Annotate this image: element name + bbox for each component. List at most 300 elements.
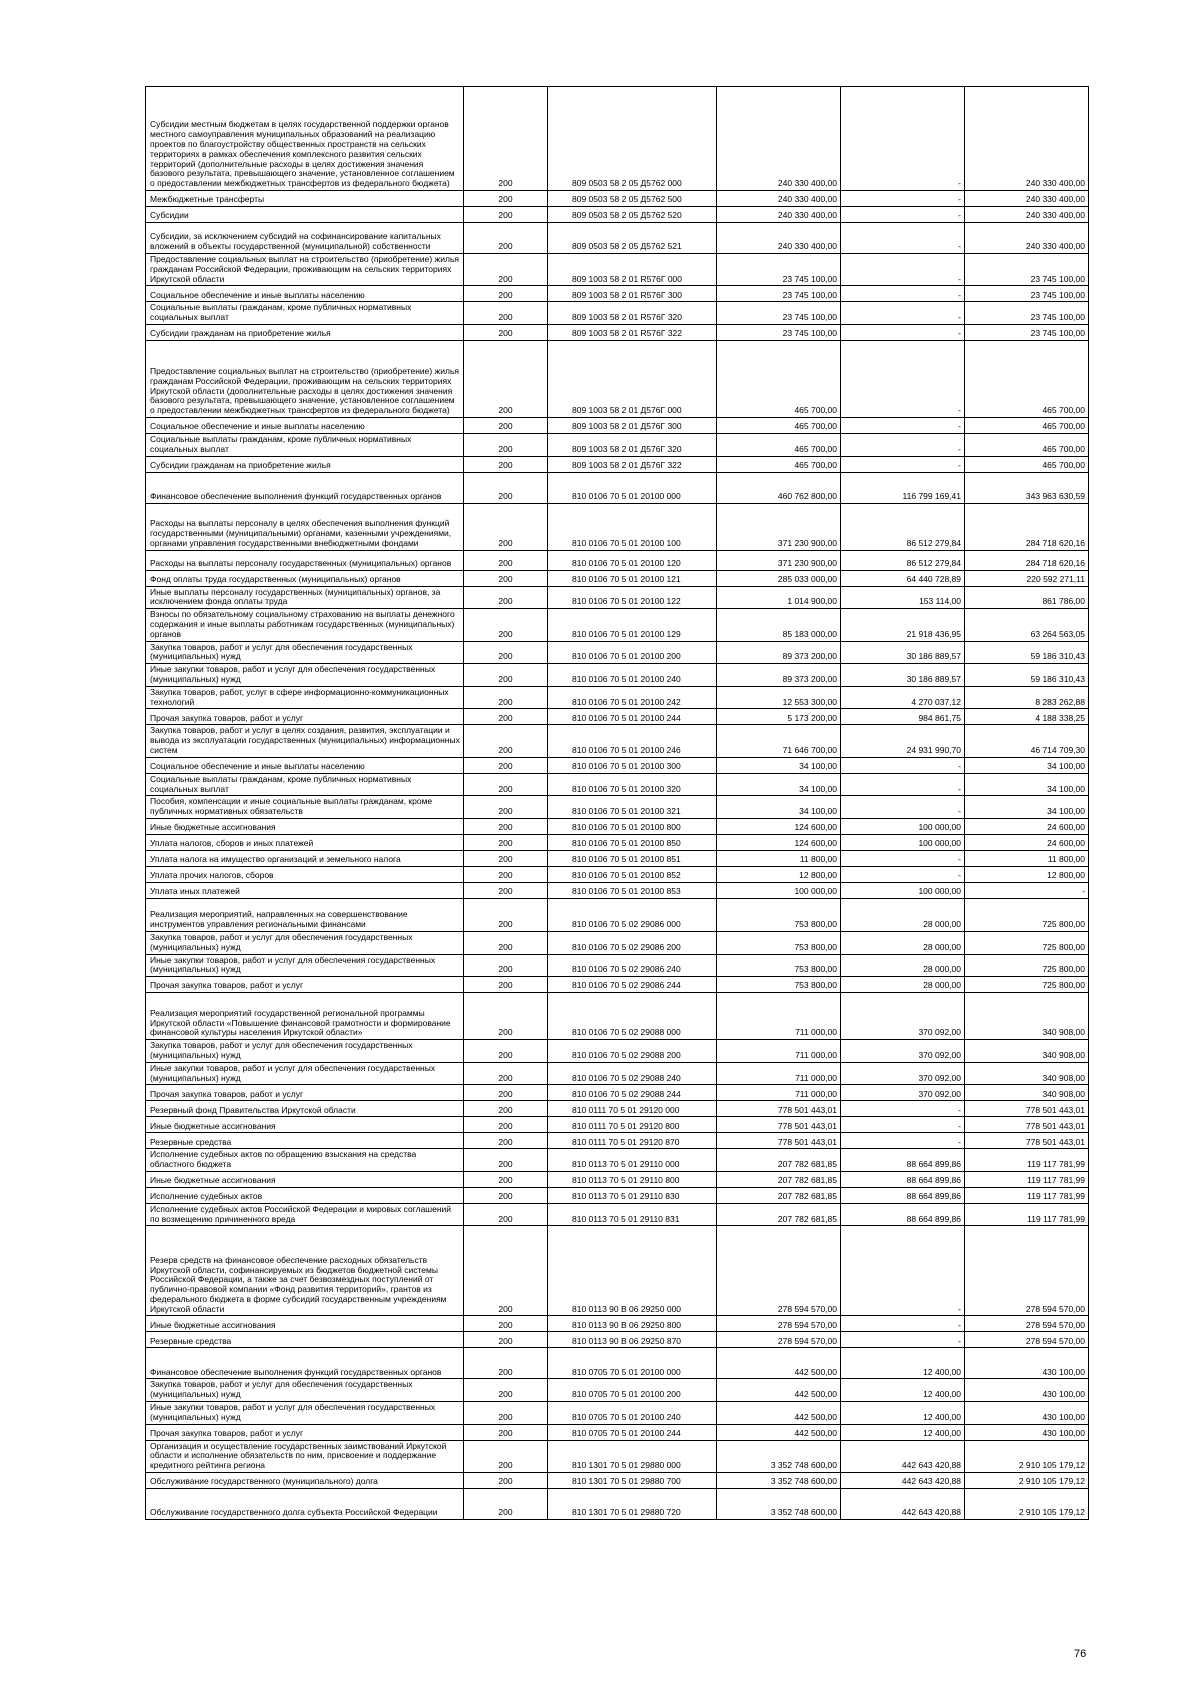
row-unexecuted-amount: 12 800,00 bbox=[965, 866, 1089, 882]
row-unexecuted-amount: 343 963 630,59 bbox=[965, 472, 1089, 503]
table-row bbox=[146, 456, 1089, 472]
row-status-code: 200 bbox=[464, 1171, 548, 1187]
row-approved-amount: 442 500,00 bbox=[717, 1379, 841, 1402]
row-budget-code: 810 0106 70 5 01 20100 200 bbox=[548, 641, 717, 664]
row-approved-amount: 12 800,00 bbox=[717, 866, 841, 882]
row-budget-code: 810 0113 70 5 01 29110 830 bbox=[548, 1187, 717, 1203]
row-status-code: 200 bbox=[464, 1424, 548, 1440]
row-unexecuted-amount: 430 100,00 bbox=[965, 1402, 1089, 1425]
row-name: Обслуживание государственного долга субъекта Российской Федерации bbox=[146, 1489, 464, 1520]
row-approved-amount: 465 700,00 bbox=[717, 417, 841, 433]
table-row bbox=[146, 1187, 1089, 1203]
row-executed-amount: 88 664 899,86 bbox=[841, 1149, 965, 1172]
table-row bbox=[146, 254, 1089, 286]
row-status-code: 200 bbox=[464, 586, 548, 609]
row-name: Закупка товаров, работ и услуг для обеспечения государственных (муниципальных) нужд bbox=[146, 1379, 464, 1402]
row-approved-amount: 711 000,00 bbox=[717, 1040, 841, 1063]
row-approved-amount: 778 501 443,01 bbox=[717, 1133, 841, 1149]
row-name: Иные закупки товаров, работ и услуг для обеспечения государственных (муниципальных) нужд bbox=[146, 954, 464, 977]
table-row bbox=[146, 340, 1089, 417]
row-budget-code: 810 0705 70 5 01 20100 200 bbox=[548, 1379, 717, 1402]
row-approved-amount: 1 014 900,00 bbox=[717, 586, 841, 609]
row-unexecuted-amount: 240 330 400,00 bbox=[965, 207, 1089, 223]
row-budget-code: 810 0111 70 5 01 29120 000 bbox=[548, 1101, 717, 1117]
row-approved-amount: 3 352 748 600,00 bbox=[717, 1473, 841, 1489]
row-approved-amount: 124 600,00 bbox=[717, 818, 841, 834]
row-approved-amount: 34 100,00 bbox=[717, 773, 841, 796]
table-row bbox=[146, 286, 1089, 302]
row-approved-amount: 5 173 200,00 bbox=[717, 709, 841, 725]
row-budget-code: 810 0106 70 5 02 29088 000 bbox=[548, 993, 717, 1040]
row-budget-code: 809 1003 58 2 01 Д576Г 300 bbox=[548, 417, 717, 433]
row-status-code: 200 bbox=[464, 87, 548, 191]
row-executed-amount: - bbox=[841, 207, 965, 223]
row-approved-amount: 371 230 900,00 bbox=[717, 503, 841, 550]
row-name: Уплата прочих налогов, сборов bbox=[146, 866, 464, 882]
row-unexecuted-amount: 430 100,00 bbox=[965, 1379, 1089, 1402]
row-budget-code: 809 1003 58 2 01 Д576Г 320 bbox=[548, 433, 717, 456]
row-approved-amount: 460 762 800,00 bbox=[717, 472, 841, 503]
row-approved-amount: 71 646 700,00 bbox=[717, 725, 841, 757]
row-approved-amount: 23 745 100,00 bbox=[717, 254, 841, 286]
row-name: Социальное обеспечение и иные выплаты населению bbox=[146, 286, 464, 302]
row-unexecuted-amount: 2 910 105 179,12 bbox=[965, 1473, 1089, 1489]
row-unexecuted-amount: 725 800,00 bbox=[965, 931, 1089, 954]
row-status-code: 200 bbox=[464, 1489, 548, 1520]
table-row bbox=[146, 503, 1089, 550]
row-executed-amount: - bbox=[841, 340, 965, 417]
table-row bbox=[146, 1424, 1089, 1440]
table-row bbox=[146, 977, 1089, 993]
row-name: Иные выплаты персоналу государственных (муниципальных) органов, за исключением фонда оплаты труда bbox=[146, 586, 464, 609]
row-unexecuted-amount: 23 745 100,00 bbox=[965, 254, 1089, 286]
row-status-code: 200 bbox=[464, 1440, 548, 1472]
row-executed-amount: - bbox=[841, 757, 965, 773]
row-budget-code: 809 1003 58 2 01 R576Г 300 bbox=[548, 286, 717, 302]
table-row bbox=[146, 1101, 1089, 1117]
row-approved-amount: 240 330 400,00 bbox=[717, 191, 841, 207]
row-status-code: 200 bbox=[464, 1133, 548, 1149]
row-name: Иные бюджетные ассигнования bbox=[146, 1316, 464, 1332]
row-name: Прочая закупка товаров, работ и услуг bbox=[146, 977, 464, 993]
row-approved-amount: 285 033 000,00 bbox=[717, 570, 841, 586]
row-name: Реализация мероприятий государственной региональной программы Иркутской области «Повышение финансовой грамотности и формирование финансовой культуры населения Иркутской области» bbox=[146, 993, 464, 1040]
row-executed-amount: - bbox=[841, 324, 965, 340]
row-executed-amount: 12 400,00 bbox=[841, 1379, 965, 1402]
table-row bbox=[146, 757, 1089, 773]
row-budget-code: 810 0106 70 5 02 29086 240 bbox=[548, 954, 717, 977]
row-approved-amount: 23 745 100,00 bbox=[717, 324, 841, 340]
table-row bbox=[146, 1332, 1089, 1348]
table-row bbox=[146, 1440, 1089, 1472]
row-approved-amount: 278 594 570,00 bbox=[717, 1332, 841, 1348]
row-status-code: 200 bbox=[464, 570, 548, 586]
row-unexecuted-amount: 778 501 443,01 bbox=[965, 1133, 1089, 1149]
row-budget-code: 810 1301 70 5 01 29880 720 bbox=[548, 1489, 717, 1520]
table-row bbox=[146, 570, 1089, 586]
row-unexecuted-amount: 220 592 271,11 bbox=[965, 570, 1089, 586]
row-status-code: 200 bbox=[464, 324, 548, 340]
row-budget-code: 810 0111 70 5 01 29120 870 bbox=[548, 1133, 717, 1149]
row-executed-amount: 28 000,00 bbox=[841, 931, 965, 954]
row-name: Закупка товаров, работ и услуг в целях создания, развития, эксплуатации и вывода из эксплуатации государственных (муниципальных) информационных систем bbox=[146, 725, 464, 757]
row-executed-amount: 370 092,00 bbox=[841, 1040, 965, 1063]
row-executed-amount: 12 400,00 bbox=[841, 1348, 965, 1379]
table-row bbox=[146, 1203, 1089, 1226]
row-unexecuted-amount: 340 908,00 bbox=[965, 1040, 1089, 1063]
row-status-code: 200 bbox=[464, 609, 548, 641]
row-status-code: 200 bbox=[464, 818, 548, 834]
row-unexecuted-amount: 46 714 709,30 bbox=[965, 725, 1089, 757]
row-name: Исполнение судебных актов Российской Федерации и мировых соглашений по возмещению причиненного вреда bbox=[146, 1203, 464, 1226]
row-name: Резерв средств на финансовое обеспечение расходных обязательств Иркутской области, софинансируемых из бюджетов бюджетной системы Российской Федерации, а также за счет безвозмездных поступлений от публично-правовой компании «Фонд развития территорий», грантов из федерального бюджета в форме субсидий государственным учреждениям Иркутской области bbox=[146, 1226, 464, 1316]
row-unexecuted-amount: 340 908,00 bbox=[965, 993, 1089, 1040]
row-executed-amount: - bbox=[841, 1101, 965, 1117]
row-name: Субсидии местным бюджетам в целях государственной поддержки органов местного самоуправления муниципальных образований на реализацию проектов по благоустройству общественных пространств на сельских территориях в рамках обеспечения комплексного развития сельских территорий (дополнительные расходы в целях достижения значения базового результата, превышающего значение, установленное соглашением о предоставлении межбюджетных трансфертов из федерального бюджета) bbox=[146, 87, 464, 191]
table-row bbox=[146, 1062, 1089, 1085]
row-name: Финансовое обеспечение выполнения функций государственных органов bbox=[146, 1348, 464, 1379]
row-status-code: 200 bbox=[464, 456, 548, 472]
row-approved-amount: 711 000,00 bbox=[717, 1062, 841, 1085]
row-status-code: 200 bbox=[464, 1226, 548, 1316]
row-executed-amount: - bbox=[841, 302, 965, 325]
row-approved-amount: 240 330 400,00 bbox=[717, 207, 841, 223]
row-approved-amount: 278 594 570,00 bbox=[717, 1316, 841, 1332]
row-unexecuted-amount: 24 600,00 bbox=[965, 818, 1089, 834]
row-status-code: 200 bbox=[464, 1117, 548, 1133]
row-approved-amount: 753 800,00 bbox=[717, 954, 841, 977]
page-number: 76 bbox=[1074, 1648, 1087, 1660]
row-status-code: 200 bbox=[464, 954, 548, 977]
row-approved-amount: 753 800,00 bbox=[717, 898, 841, 931]
row-executed-amount: 100 000,00 bbox=[841, 834, 965, 850]
row-approved-amount: 85 183 000,00 bbox=[717, 609, 841, 641]
row-budget-code: 810 0106 70 5 01 20100 851 bbox=[548, 850, 717, 866]
row-unexecuted-amount: 861 786,00 bbox=[965, 586, 1089, 609]
row-executed-amount: - bbox=[841, 866, 965, 882]
row-status-code: 200 bbox=[464, 1040, 548, 1063]
table-row bbox=[146, 472, 1089, 503]
table-row bbox=[146, 1348, 1089, 1379]
table-row bbox=[146, 898, 1089, 931]
row-executed-amount: - bbox=[841, 417, 965, 433]
row-name: Прочая закупка товаров, работ и услуг bbox=[146, 709, 464, 725]
row-budget-code: 810 0705 70 5 01 20100 000 bbox=[548, 1348, 717, 1379]
row-executed-amount: 86 512 279,84 bbox=[841, 503, 965, 550]
row-budget-code: 810 0106 70 5 01 20100 800 bbox=[548, 818, 717, 834]
row-approved-amount: 240 330 400,00 bbox=[717, 223, 841, 254]
row-status-code: 200 bbox=[464, 1402, 548, 1425]
row-status-code: 200 bbox=[464, 725, 548, 757]
row-executed-amount: - bbox=[841, 87, 965, 191]
row-budget-code: 810 0113 90 В 06 29250 800 bbox=[548, 1316, 717, 1332]
row-name: Резервный фонд Правительства Иркутской области bbox=[146, 1101, 464, 1117]
row-name: Уплата налога на имущество организаций и земельного налога bbox=[146, 850, 464, 866]
row-executed-amount: 442 643 420,88 bbox=[841, 1440, 965, 1472]
table-row bbox=[146, 993, 1089, 1040]
row-budget-code: 810 0106 70 5 01 20100 129 bbox=[548, 609, 717, 641]
row-status-code: 200 bbox=[464, 254, 548, 286]
row-budget-code: 810 1301 70 5 01 29880 700 bbox=[548, 1473, 717, 1489]
row-unexecuted-amount: 465 700,00 bbox=[965, 417, 1089, 433]
row-budget-code: 810 0113 70 5 01 29110 831 bbox=[548, 1203, 717, 1226]
row-executed-amount: 28 000,00 bbox=[841, 898, 965, 931]
row-executed-amount: 100 000,00 bbox=[841, 882, 965, 898]
row-executed-amount: - bbox=[841, 456, 965, 472]
row-executed-amount: - bbox=[841, 1316, 965, 1332]
row-status-code: 200 bbox=[464, 709, 548, 725]
row-status-code: 200 bbox=[464, 898, 548, 931]
row-name: Предоставление социальных выплат на строительство (приобретение) жилья гражданам Российской Федерации, проживающим на сельских территориях Иркутской области bbox=[146, 254, 464, 286]
row-unexecuted-amount: 725 800,00 bbox=[965, 954, 1089, 977]
table-row bbox=[146, 191, 1089, 207]
row-approved-amount: 711 000,00 bbox=[717, 1085, 841, 1101]
row-budget-code: 810 0106 70 5 02 29086 000 bbox=[548, 898, 717, 931]
row-status-code: 200 bbox=[464, 223, 548, 254]
row-executed-amount: 984 861,75 bbox=[841, 709, 965, 725]
budget-table bbox=[145, 86, 1089, 1520]
row-executed-amount: 88 664 899,86 bbox=[841, 1203, 965, 1226]
row-budget-code: 809 1003 58 2 01 Д576Г 322 bbox=[548, 456, 717, 472]
row-executed-amount: 21 918 436,95 bbox=[841, 609, 965, 641]
row-budget-code: 810 0106 70 5 01 20100 000 bbox=[548, 472, 717, 503]
row-approved-amount: 11 800,00 bbox=[717, 850, 841, 866]
row-executed-amount: 30 186 889,57 bbox=[841, 641, 965, 664]
row-unexecuted-amount: 119 117 781,99 bbox=[965, 1187, 1089, 1203]
table-row bbox=[146, 931, 1089, 954]
table-row bbox=[146, 1473, 1089, 1489]
row-name: Резервные средства bbox=[146, 1332, 464, 1348]
row-unexecuted-amount: - bbox=[965, 882, 1089, 898]
row-status-code: 200 bbox=[464, 757, 548, 773]
row-unexecuted-amount: 119 117 781,99 bbox=[965, 1203, 1089, 1226]
row-budget-code: 810 0106 70 5 01 20100 240 bbox=[548, 664, 717, 687]
row-status-code: 200 bbox=[464, 1473, 548, 1489]
row-unexecuted-amount: 278 594 570,00 bbox=[965, 1226, 1089, 1316]
row-approved-amount: 12 553 300,00 bbox=[717, 686, 841, 709]
row-name: Прочая закупка товаров, работ и услуг bbox=[146, 1424, 464, 1440]
row-status-code: 200 bbox=[464, 1203, 548, 1226]
row-unexecuted-amount: 59 186 310,43 bbox=[965, 641, 1089, 664]
row-status-code: 200 bbox=[464, 796, 548, 819]
row-executed-amount: - bbox=[841, 254, 965, 286]
row-unexecuted-amount: 119 117 781,99 bbox=[965, 1149, 1089, 1172]
row-approved-amount: 34 100,00 bbox=[717, 796, 841, 819]
row-name: Исполнение судебных актов по обращению взыскания на средства областного бюджета bbox=[146, 1149, 464, 1172]
row-unexecuted-amount: 59 186 310,43 bbox=[965, 664, 1089, 687]
row-status-code: 200 bbox=[464, 302, 548, 325]
row-name: Субсидии, за исключением субсидий на софинансирование капитальных вложений в объекты государственной (муниципальной) собственности bbox=[146, 223, 464, 254]
row-budget-code: 810 0106 70 5 01 20100 853 bbox=[548, 882, 717, 898]
row-status-code: 200 bbox=[464, 286, 548, 302]
row-executed-amount: - bbox=[841, 1133, 965, 1149]
row-status-code: 200 bbox=[464, 993, 548, 1040]
row-unexecuted-amount: 8 283 262,88 bbox=[965, 686, 1089, 709]
row-name: Субсидии гражданам на приобретение жилья bbox=[146, 324, 464, 340]
table-row bbox=[146, 796, 1089, 819]
row-budget-code: 809 1003 58 2 01 R576Г 000 bbox=[548, 254, 717, 286]
row-unexecuted-amount: 465 700,00 bbox=[965, 456, 1089, 472]
row-name: Предоставление социальных выплат на строительство (приобретение) жилья гражданам Российской Федерации, проживающим на сельских территориях Иркутской области (дополнительные расходы в целях достижения значения базового результата, превышающего значение, установленное соглашением о предоставлении межбюджетных трансфертов из федерального бюджета) bbox=[146, 340, 464, 417]
row-name: Закупка товаров, работ и услуг для обеспечения государственных (муниципальных) нужд bbox=[146, 931, 464, 954]
table-row bbox=[146, 686, 1089, 709]
row-unexecuted-amount: 278 594 570,00 bbox=[965, 1316, 1089, 1332]
row-budget-code: 810 0106 70 5 01 20100 244 bbox=[548, 709, 717, 725]
table-row bbox=[146, 664, 1089, 687]
table-row bbox=[146, 1149, 1089, 1172]
row-approved-amount: 3 352 748 600,00 bbox=[717, 1440, 841, 1472]
row-name: Субсидии гражданам на приобретение жилья bbox=[146, 456, 464, 472]
row-budget-code: 810 0705 70 5 01 20100 244 bbox=[548, 1424, 717, 1440]
row-status-code: 200 bbox=[464, 664, 548, 687]
row-approved-amount: 442 500,00 bbox=[717, 1402, 841, 1425]
table-row bbox=[146, 223, 1089, 254]
row-executed-amount: - bbox=[841, 1332, 965, 1348]
table-row bbox=[146, 834, 1089, 850]
row-budget-code: 809 0503 58 2 05 Д5762 500 bbox=[548, 191, 717, 207]
table-row bbox=[146, 1133, 1089, 1149]
row-unexecuted-amount: 725 800,00 bbox=[965, 898, 1089, 931]
table-row bbox=[146, 882, 1089, 898]
row-budget-code: 810 0106 70 5 01 20100 850 bbox=[548, 834, 717, 850]
row-executed-amount: - bbox=[841, 773, 965, 796]
table-row bbox=[146, 586, 1089, 609]
row-unexecuted-amount: 465 700,00 bbox=[965, 433, 1089, 456]
table-row bbox=[146, 417, 1089, 433]
row-executed-amount: 28 000,00 bbox=[841, 954, 965, 977]
row-budget-code: 810 0106 70 5 02 29086 200 bbox=[548, 931, 717, 954]
row-unexecuted-amount: 11 800,00 bbox=[965, 850, 1089, 866]
row-budget-code: 810 0106 70 5 02 29088 244 bbox=[548, 1085, 717, 1101]
table-row bbox=[146, 866, 1089, 882]
row-approved-amount: 23 745 100,00 bbox=[717, 302, 841, 325]
row-budget-code: 810 0106 70 5 02 29088 200 bbox=[548, 1040, 717, 1063]
row-budget-code: 810 0106 70 5 01 20100 246 bbox=[548, 725, 717, 757]
row-unexecuted-amount: 34 100,00 bbox=[965, 773, 1089, 796]
row-status-code: 200 bbox=[464, 417, 548, 433]
row-status-code: 200 bbox=[464, 1316, 548, 1332]
row-status-code: 200 bbox=[464, 207, 548, 223]
row-unexecuted-amount: 430 100,00 bbox=[965, 1348, 1089, 1379]
row-budget-code: 810 0106 70 5 01 20100 852 bbox=[548, 866, 717, 882]
row-name: Финансовое обеспечение выполнения функций государственных органов bbox=[146, 472, 464, 503]
row-unexecuted-amount: 240 330 400,00 bbox=[965, 223, 1089, 254]
row-status-code: 200 bbox=[464, 1062, 548, 1085]
row-unexecuted-amount: 63 264 563,05 bbox=[965, 609, 1089, 641]
row-approved-amount: 778 501 443,01 bbox=[717, 1117, 841, 1133]
row-name: Социальные выплаты гражданам, кроме публичных нормативных социальных выплат bbox=[146, 433, 464, 456]
row-executed-amount: 12 400,00 bbox=[841, 1402, 965, 1425]
budget-table-container bbox=[145, 86, 1088, 1520]
table-row bbox=[146, 550, 1089, 570]
row-name: Уплата налогов, сборов и иных платежей bbox=[146, 834, 464, 850]
row-name: Социальные выплаты гражданам, кроме публичных нормативных социальных выплат bbox=[146, 302, 464, 325]
row-status-code: 200 bbox=[464, 340, 548, 417]
row-name: Иные закупки товаров, работ и услуг для обеспечения государственных (муниципальных) нужд bbox=[146, 1062, 464, 1085]
row-executed-amount: - bbox=[841, 191, 965, 207]
row-executed-amount: 442 643 420,88 bbox=[841, 1489, 965, 1520]
row-executed-amount: - bbox=[841, 433, 965, 456]
row-budget-code: 809 1003 58 2 01 R576Г 320 bbox=[548, 302, 717, 325]
row-approved-amount: 100 000,00 bbox=[717, 882, 841, 898]
row-unexecuted-amount: 465 700,00 bbox=[965, 340, 1089, 417]
row-name: Иные бюджетные ассигнования bbox=[146, 1171, 464, 1187]
row-name: Иные закупки товаров, работ и услуг для обеспечения государственных (муниципальных) нужд bbox=[146, 664, 464, 687]
row-approved-amount: 89 373 200,00 bbox=[717, 664, 841, 687]
table-row bbox=[146, 87, 1089, 191]
row-executed-amount: 4 270 037,12 bbox=[841, 686, 965, 709]
row-unexecuted-amount: 23 745 100,00 bbox=[965, 286, 1089, 302]
row-name: Иные закупки товаров, работ и услуг для обеспечения государственных (муниципальных) нужд bbox=[146, 1402, 464, 1425]
row-approved-amount: 34 100,00 bbox=[717, 757, 841, 773]
table-row bbox=[146, 1226, 1089, 1316]
row-name: Иные бюджетные ассигнования bbox=[146, 818, 464, 834]
row-status-code: 200 bbox=[464, 550, 548, 570]
row-status-code: 200 bbox=[464, 882, 548, 898]
row-unexecuted-amount: 240 330 400,00 bbox=[965, 87, 1089, 191]
table-row bbox=[146, 1316, 1089, 1332]
row-executed-amount: 116 799 169,41 bbox=[841, 472, 965, 503]
row-name: Организация и осуществление государственных заимствований Иркутской области и исполнение обязательств по ним, присвоение и поддержание кредитного рейтинга региона bbox=[146, 1440, 464, 1472]
row-status-code: 200 bbox=[464, 1379, 548, 1402]
row-budget-code: 810 0106 70 5 01 20100 121 bbox=[548, 570, 717, 586]
table-row bbox=[146, 1040, 1089, 1063]
row-unexecuted-amount: 2 910 105 179,12 bbox=[965, 1489, 1089, 1520]
table-row bbox=[146, 954, 1089, 977]
row-budget-code: 810 0113 90 В 06 29250 870 bbox=[548, 1332, 717, 1348]
row-status-code: 200 bbox=[464, 834, 548, 850]
row-status-code: 200 bbox=[464, 641, 548, 664]
row-approved-amount: 753 800,00 bbox=[717, 977, 841, 993]
table-row bbox=[146, 850, 1089, 866]
row-approved-amount: 465 700,00 bbox=[717, 456, 841, 472]
row-budget-code: 809 0503 58 2 05 Д5762 520 bbox=[548, 207, 717, 223]
row-name: Закупка товаров, работ, услуг в сфере информационно-коммуникационных технологий bbox=[146, 686, 464, 709]
row-name: Фонд оплаты труда государственных (муниципальных) органов bbox=[146, 570, 464, 586]
table-row bbox=[146, 1171, 1089, 1187]
row-budget-code: 810 0106 70 5 01 20100 242 bbox=[548, 686, 717, 709]
row-approved-amount: 711 000,00 bbox=[717, 993, 841, 1040]
row-unexecuted-amount: 34 100,00 bbox=[965, 757, 1089, 773]
row-status-code: 200 bbox=[464, 686, 548, 709]
row-status-code: 200 bbox=[464, 433, 548, 456]
row-unexecuted-amount: 24 600,00 bbox=[965, 834, 1089, 850]
row-budget-code: 810 0106 70 5 01 20100 320 bbox=[548, 773, 717, 796]
row-unexecuted-amount: 2 910 105 179,12 bbox=[965, 1440, 1089, 1472]
row-executed-amount: 64 440 728,89 bbox=[841, 570, 965, 586]
row-budget-code: 809 0503 58 2 05 Д5762 521 bbox=[548, 223, 717, 254]
row-approved-amount: 207 782 681,85 bbox=[717, 1171, 841, 1187]
table-row bbox=[146, 709, 1089, 725]
row-executed-amount: 370 092,00 bbox=[841, 1062, 965, 1085]
row-budget-code: 810 0106 70 5 01 20100 122 bbox=[548, 586, 717, 609]
row-executed-amount: 370 092,00 bbox=[841, 1085, 965, 1101]
table-row bbox=[146, 1117, 1089, 1133]
row-approved-amount: 778 501 443,01 bbox=[717, 1101, 841, 1117]
row-name: Резервные средства bbox=[146, 1133, 464, 1149]
row-approved-amount: 442 500,00 bbox=[717, 1348, 841, 1379]
row-name: Расходы на выплаты персоналу в целях обеспечения выполнения функций государственными (муниципальными) органами, казенными учреждениями, органами управления государственными внебюджетными фондами bbox=[146, 503, 464, 550]
row-name: Закупка товаров, работ и услуг для обеспечения государственных (муниципальных) нужд bbox=[146, 641, 464, 664]
row-approved-amount: 371 230 900,00 bbox=[717, 550, 841, 570]
row-unexecuted-amount: 340 908,00 bbox=[965, 1085, 1089, 1101]
row-approved-amount: 23 745 100,00 bbox=[717, 286, 841, 302]
row-executed-amount: 88 664 899,86 bbox=[841, 1171, 965, 1187]
row-executed-amount: - bbox=[841, 796, 965, 819]
row-approved-amount: 465 700,00 bbox=[717, 433, 841, 456]
row-executed-amount: 370 092,00 bbox=[841, 993, 965, 1040]
row-budget-code: 810 0113 70 5 01 29110 000 bbox=[548, 1149, 717, 1172]
